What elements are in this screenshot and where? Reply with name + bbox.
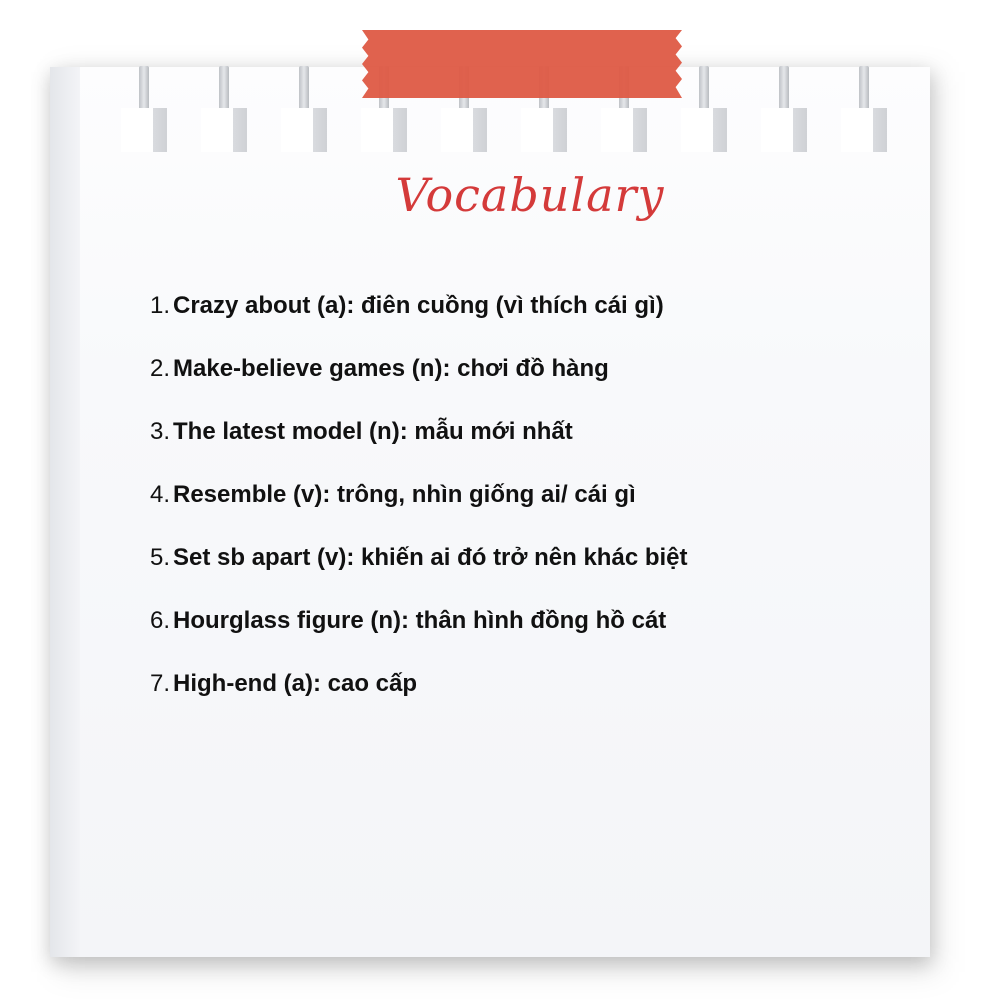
item-text: The latest model (n): mẫu mới nhất (173, 418, 573, 445)
spiral-ring (681, 66, 727, 152)
item-number: 7. (150, 670, 171, 697)
vocabulary-list (150, 292, 870, 733)
list-item (150, 355, 870, 418)
item-number: 6. (150, 607, 171, 634)
spiral-ring (761, 66, 807, 152)
item-text: Make-believe games (n): chơi đồ hàng (173, 355, 609, 382)
item-number: 5. (150, 544, 171, 571)
item-number: 4. (150, 481, 171, 508)
tape-strip (362, 30, 682, 98)
list-item (150, 481, 870, 544)
spiral-ring (121, 66, 167, 152)
item-number: 1. (150, 292, 171, 319)
list-item (150, 670, 870, 733)
spiral-ring (841, 66, 887, 152)
item-number: 3. (150, 418, 171, 445)
item-text: Set sb apart (v): khiến ai đó trở nên khác biệt (173, 544, 688, 571)
spiral-ring (201, 66, 247, 152)
item-text: Crazy about (a): điên cuồng (vì thích cái gì) (173, 292, 664, 319)
spiral-ring (281, 66, 327, 152)
page-title: Vocabulary (395, 168, 665, 222)
list-item (150, 607, 870, 670)
list-item (150, 418, 870, 481)
item-number: 2. (150, 355, 171, 382)
list-item (150, 544, 870, 607)
item-text: Hourglass figure (n): thân hình đồng hồ cát (173, 607, 667, 634)
item-text: Resemble (v): trông, nhìn giống ai/ cái gì (173, 481, 636, 508)
item-text: High-end (a): cao cấp (173, 670, 418, 697)
list-item (150, 292, 870, 355)
